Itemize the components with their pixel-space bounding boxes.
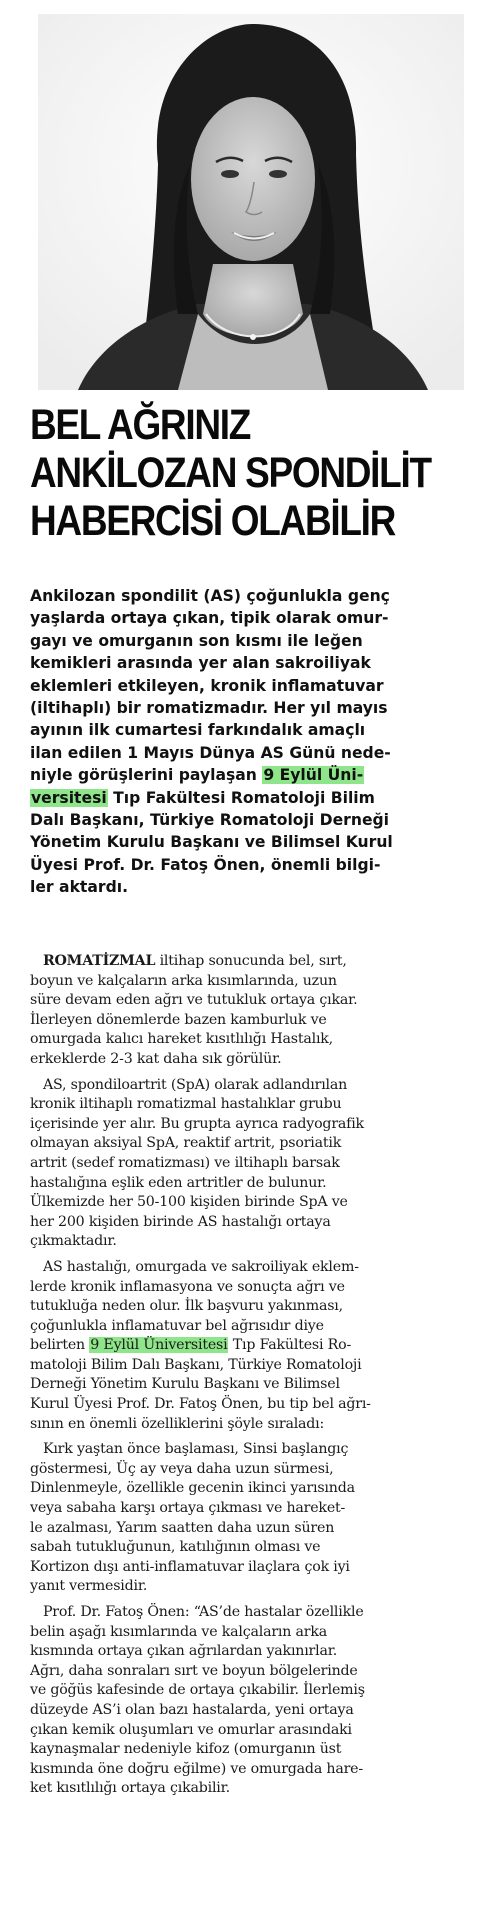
body-line <box>30 1603 462 1623</box>
portrait-photo <box>38 14 464 390</box>
lead-line: gayı ve omurganın son kısmı ile leğen <box>30 631 363 650</box>
lead-line <box>30 787 462 809</box>
university-highlight: 9 Eylül Üniversitesi <box>90 1337 228 1354</box>
lead-line: kemikleri arasında yer alan sakroiliyak <box>30 654 371 673</box>
body-line: kaynaşmalar nedeniyle kifoz (omurganın üst <box>30 1741 342 1758</box>
body-line <box>30 952 462 972</box>
university-highlight: versitesi <box>31 788 107 807</box>
body-line: sabah tutukluğunun, katılığının olması ve <box>30 1539 321 1556</box>
lead-line: Dalı Başkanı, Türkiye Romatoloji Derneği <box>30 811 390 830</box>
body-text: Kırk yaştan önce başlaması, Sinsi başlangıç <box>42 1441 349 1458</box>
body-text: iltihap sonucunda bel, sırt, <box>155 953 347 969</box>
body-line: çıkan kemik oluşumları ve omurlar arasındaki <box>30 1721 352 1738</box>
article-lead <box>30 585 462 899</box>
body-line: kısmında öne doğru eğilme) ve omurgada hare- <box>30 1760 363 1777</box>
body-text: Tıp Fakültesi Ro- <box>228 1337 352 1354</box>
body-line <box>30 1258 462 1278</box>
body-line: ve göğüs kafesinde de ortaya çıkabilir. İlerlemiş <box>30 1682 365 1699</box>
section-keyword: ROMATİZMAL <box>42 953 156 969</box>
body-line <box>30 1076 462 1096</box>
body-line: Dinlenmeyle, özellikle gecenin ikinci yarısında <box>30 1480 355 1497</box>
lead-line: ayının ilk cumartesi farkındalık amaçlı <box>30 721 366 740</box>
lead-line: (iltihaplı) bir romatizmadır. Her yıl mayıs <box>30 699 388 718</box>
body-line: çoğunlukla inflamatuvar bel ağrısıdır diye <box>30 1317 324 1334</box>
body-line: boyun ve kalçaların arka kısımlarında, uzun <box>30 972 337 989</box>
lead-line: eklemleri etkileyen, kronik inflamatuvar <box>30 676 384 695</box>
lead-text: Tıp Fakültesi Romatoloji Bilim <box>107 788 375 807</box>
body-line: kronik iltihaplı romatizmal hastalıklar grubu <box>30 1096 342 1113</box>
lead-text: niyle görüşlerini paylaşan <box>30 766 257 785</box>
body-line: hastalığına eşlik eden artritler de bulunur. <box>30 1174 327 1191</box>
lead-line <box>30 764 462 786</box>
body-text: belirten <box>30 1337 90 1354</box>
body-line: erkeklerde 2-3 kat daha sık görülür. <box>30 1050 282 1067</box>
body-line: göstermesi, Üç ay veya daha uzun sürmesi, <box>30 1460 334 1477</box>
body-line: Derneği Yönetim Kurulu Başkanı ve Bilimsel <box>30 1376 340 1393</box>
body-line <box>30 1336 462 1356</box>
lead-line: ilan edilen 1 Mayıs Dünya AS Günü nede- <box>30 743 391 762</box>
body-line: kısmında ortaya çıkan ağrılardan yakınırlar. <box>30 1643 338 1660</box>
body-line: her 200 kişiden birinde AS hastalığı ortaya <box>30 1213 331 1230</box>
body-line <box>30 1440 462 1460</box>
body-line: süre devam eden ağrı ve tutukluk ortaya çıkar. <box>30 992 358 1009</box>
body-line: omurgada kalıcı hareket kısıtlılığı Hastalık, <box>30 1031 333 1048</box>
body-line: artrit (sedef romatizması) ve iltihaplı barsak <box>30 1154 340 1171</box>
body-line: Kurul Üyesi Prof. Dr. Fatoş Önen, bu tip bel ağrı- <box>30 1396 371 1413</box>
body-line: matoloji Bilim Dalı Başkanı, Türkiye Romatoloji <box>30 1356 362 1373</box>
body-line: Kortizon dışı anti-inflamatuvar ilaçlara çok iyi <box>30 1558 350 1575</box>
lead-line: Ankilozan spondilit (AS) çoğunlukla genç <box>30 587 390 605</box>
body-line: İlerleyen dönemlerde bazen kamburluk ve <box>30 1011 327 1028</box>
body-line: belin aşağı kısımlarında ve kalçaların arka <box>30 1623 328 1640</box>
headline-line-2: ANKİLOZAN SPONDİLİT <box>30 449 431 497</box>
portrait-illustration <box>38 14 464 390</box>
body-line: tutukluğa neden olur. İlk başvuru yakınması, <box>30 1298 343 1315</box>
headline-line-1: BEL AĞRINIZ <box>30 401 251 449</box>
body-text: AS, spondiloartrit (SpA) olarak adlandırılan <box>42 1076 348 1093</box>
body-line: sının en önemli özelliklerini şöyle sıraladı: <box>30 1415 325 1432</box>
body-line: olmayan aksiyal SpA, reaktif artrit, psoriatik <box>30 1135 342 1152</box>
university-highlight: 9 Eylül Üni- <box>263 766 364 785</box>
lead-line: Üyesi Prof. Dr. Fatoş Önen, önemli bilgi- <box>30 855 381 874</box>
body-line: lerde kronik inflamasyona ve sonuçta ağrı ve <box>30 1278 345 1295</box>
lead-line: yaşlarda ortaya çıkan, tipik olarak omur- <box>30 609 389 628</box>
body-text: AS hastalığı, omurgada ve sakroiliyak eklem- <box>42 1258 359 1275</box>
headline-line-3: HABERCİSİ OLABİLİR <box>30 497 396 545</box>
body-line: Ülkemizde her 50-100 kişiden birinde SpA ve <box>30 1194 348 1211</box>
body-line: ket kısıtlılığı ortaya çıkabilir. <box>30 1780 230 1797</box>
body-text: Prof. Dr. Fatoş Önen: “AS’de hastalar özellikle <box>42 1604 364 1620</box>
body-line: yanıt vermesidir. <box>30 1578 148 1595</box>
lead-line: Yönetim Kurulu Başkanı ve Bilimsel Kurul <box>30 833 393 852</box>
body-line: çıkmaktadır. <box>30 1233 117 1250</box>
article-headline <box>30 401 431 545</box>
body-line: Ağrı, daha sonraları sırt ve boyun bölgelerinde <box>30 1662 358 1679</box>
lead-line: ler aktardı. <box>30 878 129 897</box>
body-line: veya sabaha karşı ortaya çıkması ve hareket- <box>30 1500 346 1517</box>
body-line: düzeyde AS’i olan bazı hastalarda, yeni ortaya <box>30 1701 354 1718</box>
body-line: içerisinde yer alır. Bu grupta ayrıca radyografik <box>30 1115 364 1132</box>
body-line: le azalması, Yarım saatten daha uzun süren <box>30 1519 335 1536</box>
article-body <box>30 952 462 1799</box>
